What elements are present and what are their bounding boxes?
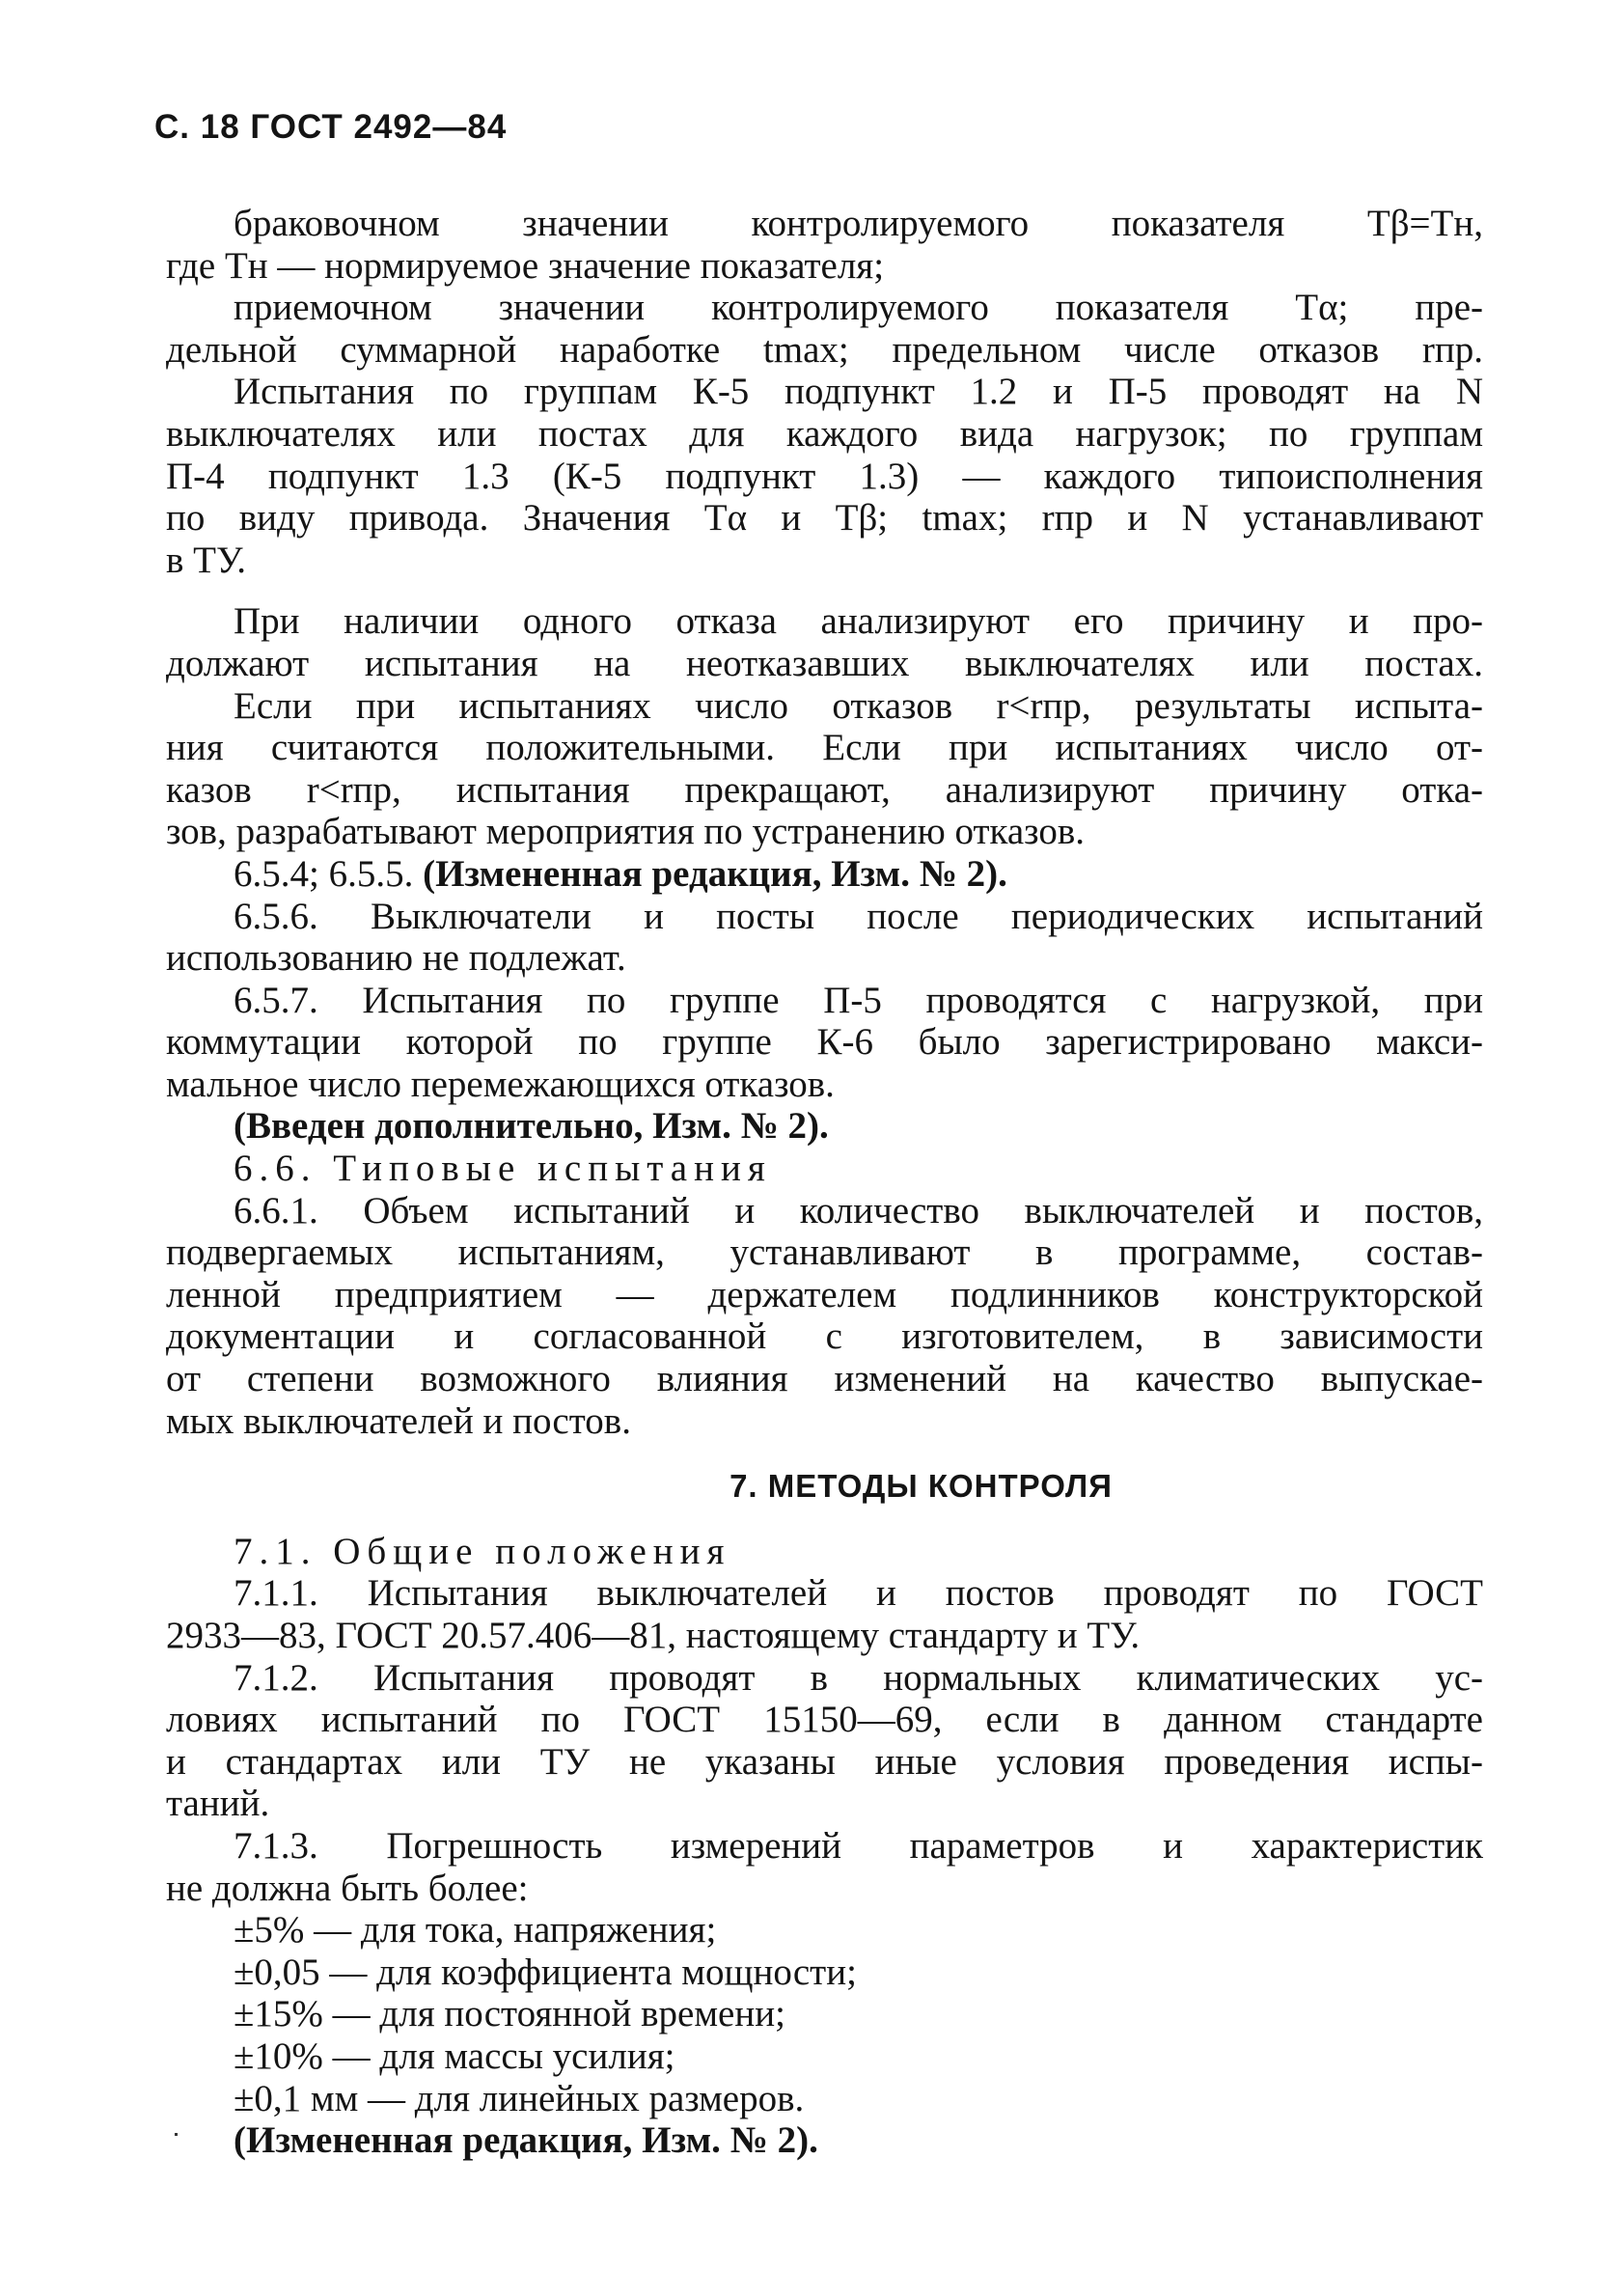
text-line: ловиях испытаний по ГОСТ 15150—69, если в данном стандарте bbox=[166, 1699, 1483, 1741]
tolerance-item: ±0,1 мм — для линейных размеров. bbox=[234, 2077, 805, 2119]
text-line: коммутации которой по группе К-6 было зарегистрировано макси- bbox=[166, 1021, 1483, 1064]
text-line: выключателях или постах для каждого вида нагрузок; по группам bbox=[166, 412, 1483, 455]
text-line: зов, разрабатывают мероприятия по устранению отказов. bbox=[166, 811, 1086, 853]
subsection-title: 7.1. Общие положения bbox=[234, 1530, 731, 1572]
subsection-title: 6.6. Типовые испытания bbox=[234, 1148, 772, 1190]
text-line: 6.5.6. Выключатели и посты после периодических испытаний bbox=[234, 895, 1483, 937]
section-heading: 7. МЕТОДЫ КОНТРОЛЯ bbox=[729, 1468, 1113, 1505]
text-line: 7.1.1. Испытания выключателей и постов проводят по ГОСТ bbox=[234, 1572, 1483, 1615]
text-line: 6.6.1. Объем испытаний и количество выключателей и постов, bbox=[234, 1189, 1483, 1232]
text-line: документации и согласованной с изготовителем, в зависимости bbox=[166, 1315, 1483, 1358]
text-line: подвергаемых испытаниям, устанавливают в программе, состав- bbox=[166, 1232, 1483, 1274]
text-line: в ТУ. bbox=[166, 539, 246, 581]
text-line: использованию не подлежат. bbox=[166, 937, 626, 980]
text-line: При наличии одного отказа анализируют его причину и про- bbox=[234, 600, 1483, 643]
text-line: должают испытания на неотказавших выключателях или постах. bbox=[166, 642, 1483, 684]
text-line: не должна быть более: bbox=[166, 1867, 529, 1909]
text-line: ленной предприятием — держателем подлинников конструкторской bbox=[166, 1273, 1483, 1315]
tolerance-item: ±15% — для постоянной времени; bbox=[234, 1993, 785, 2035]
text-line: казов r<rпр, испытания прекращают, анализируют причину отка- bbox=[166, 768, 1483, 811]
text-line: где Tн — нормируемое значение показателя; bbox=[166, 244, 885, 287]
text-line: мых выключателей и постов. bbox=[166, 1399, 631, 1442]
text-line: дельной суммарной наработке tmax; предельном числе отказов rпр. bbox=[166, 328, 1483, 371]
amendment-note: (Измененная редакция, Изм. № 2). bbox=[423, 852, 1007, 895]
text-line: браковочном значении контролируемого показателя Tβ=Tн, bbox=[234, 203, 1483, 244]
tolerance-item: ±0,05 — для коэффициента мощности; bbox=[234, 1951, 857, 1993]
text-line: 6.5.7. Испытания по группе П-5 проводятся с нагрузкой, при bbox=[234, 979, 1483, 1021]
tolerance-item: ±5% — для тока, напряжения; bbox=[234, 1909, 717, 1952]
amendment-note: (Измененная редакция, Изм. № 2). bbox=[234, 2119, 818, 2162]
text-line: 2933—83, ГОСТ 20.57.406—81, настоящему стандарту и ТУ. bbox=[166, 1615, 1141, 1656]
text-line: 7.1.2. Испытания проводят в нормальных климатических ус- bbox=[234, 1656, 1483, 1699]
text-line: Если при испытаниях число отказов r<rпр, результаты испыта- bbox=[234, 684, 1483, 727]
text-line: ния считаются положительными. Если при испытаниях число от- bbox=[166, 727, 1483, 769]
text-line: и стандартах или ТУ не указаны иные условия проведения испы- bbox=[166, 1740, 1483, 1783]
amendment-note: (Введен дополнительно, Изм. № 2). bbox=[234, 1105, 829, 1148]
text-line: мальное число перемежающихся отказов. bbox=[166, 1063, 835, 1105]
scan-speck bbox=[175, 2133, 178, 2136]
amendment-line bbox=[166, 853, 1483, 896]
text-line: 7.1.3. Погрешность измерений параметров и характеристик bbox=[234, 1824, 1483, 1867]
text-line: по виду привода. Значения Tα и Tβ; tmax; rпр и N устанавливают bbox=[166, 497, 1483, 540]
text-line: приемочном значении контролируемого показателя Tα; пре- bbox=[234, 287, 1483, 329]
text-line: таний. bbox=[166, 1783, 270, 1825]
tolerance-item: ±10% — для массы усилия; bbox=[234, 2035, 675, 2077]
text-line: П-4 подпункт 1.3 (К-5 подпункт 1.3) — каждого типоисполнения bbox=[166, 455, 1483, 497]
text-line: Испытания по группам К-5 подпункт 1.2 и П-5 проводят на N bbox=[234, 371, 1483, 413]
page-body bbox=[166, 203, 1483, 2162]
page-header: С. 18 ГОСТ 2492—84 bbox=[154, 108, 508, 146]
text-line: от степени возможного влияния изменений на качество выпускае- bbox=[166, 1358, 1483, 1400]
clause-ref: 6.5.4; 6.5.5. bbox=[234, 852, 414, 895]
